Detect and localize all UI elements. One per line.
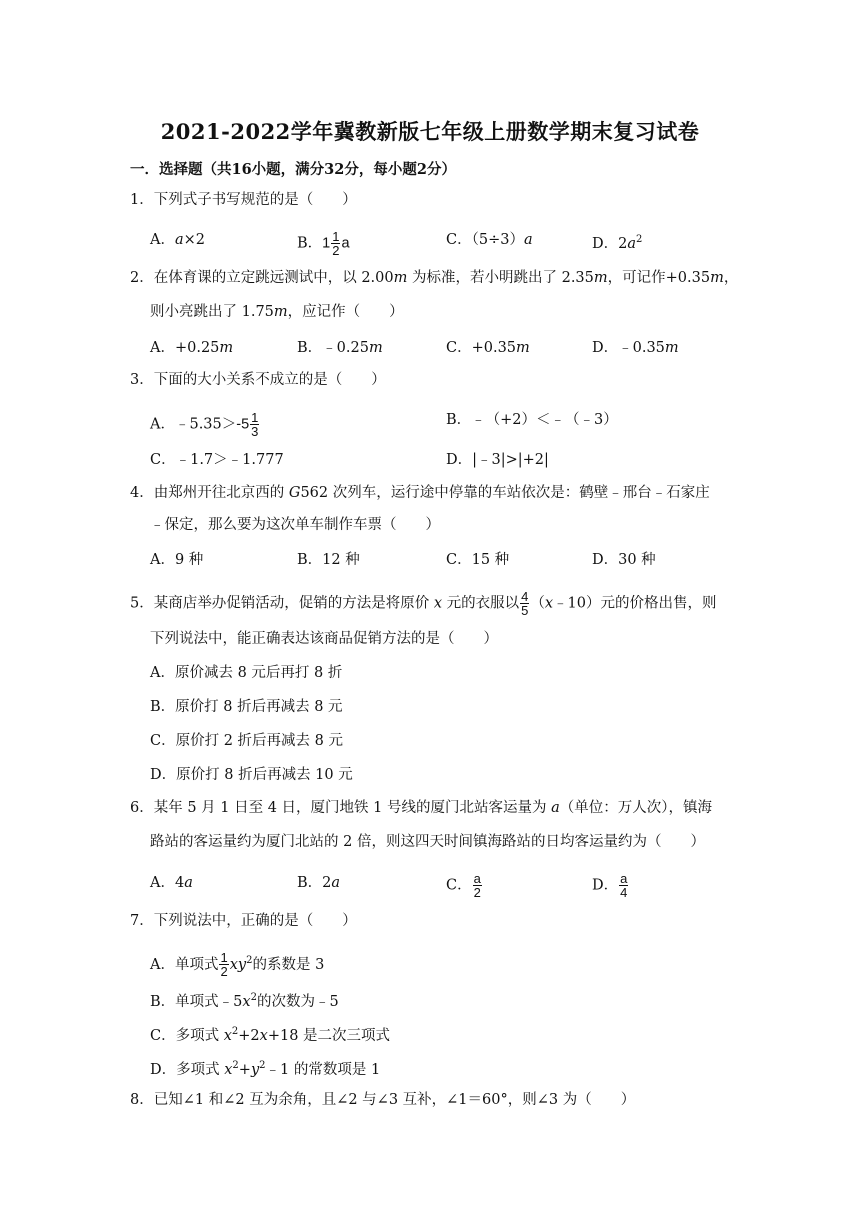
- q6-option-d: D． $\frac{a}{4}$: [592, 871, 628, 900]
- q1-option-c: C．（5÷3）a: [446, 232, 533, 248]
- mixed-fraction: $\frac{1}{2}$: [332, 229, 340, 258]
- q1-option-a: A．a×2: [150, 232, 206, 248]
- section-heading: 一．选择题（共16小题，满分32分，每小题2分）: [130, 161, 456, 178]
- fraction-a-over-2: $\frac{a}{2}$: [473, 871, 481, 900]
- q6-option-b: B．2a: [297, 875, 341, 891]
- q5-option-b: B．原价打 8 折后再减去 8 元: [150, 699, 343, 715]
- question-5-line-1: 5．某商店举办促销活动，促销的方法是将原价 x 元的衣服以 $\frac{4}{5}$ （x﹣10）元的价格出售，则: [130, 589, 717, 618]
- q3-option-b: B．﹣（+2）＜﹣（﹣3）: [446, 412, 618, 428]
- q7-option-b: B．单项式$﹣5x^2$的次数为﹣5: [150, 992, 339, 1010]
- exam-title: 2021-2022学年冀教新版七年级上册数学期末复习试卷: [160, 119, 700, 144]
- q2-option-b: B．﹣0.25m: [297, 340, 383, 356]
- question-7-stem: 7．下列说法中，正确的是（ ）: [130, 913, 357, 929]
- q4-option-a: A．9 种: [150, 552, 204, 568]
- q5-option-d: D．原价打 8 折后再减去 10 元: [150, 767, 353, 783]
- question-5-line-2: 下列说法中，能正确表达该商品促销方法的是（ ）: [150, 631, 498, 647]
- question-6-line-1: 6．某年 5 月 1 日至 4 日，厦门地铁 1 号线的厦门北站客运量为 a（单位：万人次），镇海: [130, 800, 713, 816]
- question-1-stem: 1．下列式子书写规范的是（ ）: [130, 192, 357, 208]
- question-2-line-1: 2．在体育课的立定跳远测试中，以 2.00m 为标准，若小明跳出了 2.35m，可记作+0.35m，: [130, 270, 739, 286]
- question-6-line-2: 路站的客运量约为厦门北站的 2 倍，则这四天时间镇海路站的日均客运量约为（ ）: [150, 834, 705, 850]
- fraction-four-fifths: $\frac{4}{5}$: [521, 589, 529, 618]
- question-8-stem: 8．已知∠1 和∠2 互为余角，且∠2 与∠3 互补，∠1＝60°，则∠3 为（ ）: [130, 1092, 636, 1108]
- q1-option-b: B．1 $\frac{1}{2}$ a: [297, 229, 350, 258]
- q6-option-a: A．4a: [150, 875, 193, 891]
- q3-option-c: C．﹣1.7＞﹣1.777: [150, 452, 284, 468]
- question-2-line-2: 则小亮跳出了 1.75m，应记作（ ）: [150, 304, 404, 320]
- q2-option-d: D．﹣0.35m: [592, 340, 679, 356]
- question-4-line-1: 4．由郑州开往北京西的 G562 次列车，运行途中停靠的车站依次是：鹤壁﹣邢台﹣石家庄: [130, 485, 710, 501]
- q7-option-d: D．多项式 $x^2+y^2﹣1$ 的常数项是 1: [150, 1060, 381, 1078]
- question-3-stem: 3．下面的大小关系不成立的是（ ）: [130, 372, 386, 388]
- q5-option-c: C．原价打 2 折后再减去 8 元: [150, 733, 343, 749]
- q1-option-d: D．$2a^2$: [592, 234, 643, 252]
- q7-option-a: A．单项式 $\frac{1}{2}$ $xy^2$的系数是 3: [150, 950, 325, 980]
- q6-option-c: C． $\frac{a}{2}$: [446, 871, 481, 900]
- mixed-fraction: $\frac{1}{3}$: [251, 410, 259, 439]
- q3-option-d: D．|﹣3|>|+2|: [446, 452, 549, 468]
- q7-option-c: C．多项式 $x^2+2x+18$ 是二次三项式: [150, 1026, 391, 1044]
- q4-option-b: B．12 种: [297, 552, 360, 568]
- q2-option-a: A．+0.25m: [150, 340, 234, 356]
- q3-option-a: A．﹣5.35＞-5 $\frac{1}{3}$: [150, 410, 259, 439]
- fraction-a-over-4: $\frac{a}{4}$: [620, 871, 628, 900]
- fraction-one-half: $\frac{1}{2}$: [220, 950, 228, 980]
- q4-option-c: C．15 种: [446, 552, 510, 568]
- q4-option-d: D．30 种: [592, 552, 656, 568]
- q2-option-c: C．+0.35m: [446, 340, 530, 356]
- q5-option-a: A．原价减去 8 元后再打 8 折: [150, 665, 343, 681]
- question-4-line-2: ﹣保定，那么要为这次单车制作车票（ ）: [150, 517, 440, 533]
